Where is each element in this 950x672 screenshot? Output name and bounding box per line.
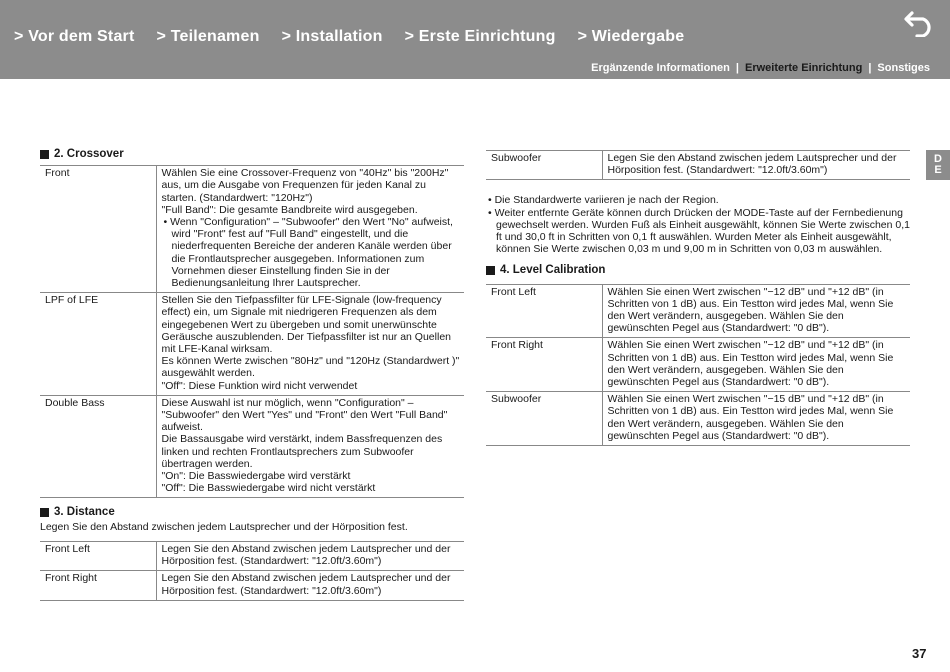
square-bullet-icon [40,150,49,159]
bullet-note: • Wenn "Configuration" – "Subwoofer" den Wert "No" aufweist, wird "Front" fest auf "Full Band" eingestellt, und die niederfrequenten Bereiche der anderen Kanäle werden über die Frontlautsprecher ausgegeben. Informationen zum Vornehmen dieser Einstellung finden Sie in der Bedienungsanleitung Ihrer Lautsprecher. [163,216,453,290]
row-value [156,395,464,498]
level-calibration-table [486,284,910,446]
square-bullet-icon [486,266,495,275]
back-arrow-icon[interactable] [903,9,937,37]
row-value: Legen Sie den Abstand zwischen jedem Lautsprecher und der Hörposition fest. (Standardwert: "12.0ft/3.60m") [161,572,451,597]
row-key: Front Right [40,571,156,600]
note-text: Weiter entfernte Geräte können durch Drücken der MODE-Taste auf der Fernbedienung gewechselt werden. Wurden Fuß als Einheit ausgewählt, können Sie Werte zwischen 0,1 ft und 30,0 ft in Schritten von 0,1 ft auswählen. Wurden Meter als Einheit ausgewählt, können Sie Werte zwischen 0,03 m und 9,00 m in Schritten von 0,03 m auswählen. [494,206,911,256]
row-value: Wählen Sie einen Wert zwischen "−15 dB" und "+12 dB" (in Schritten von 1 dB) aus. Ein Testton wird jedes Mal, wenn Sie den Wert verändern, ausgegeben. Wählen Sie den gewünschten Pegel aus (Standardwert: "0 dB"). [607,393,894,442]
subnav-separator: | [735,62,739,74]
subnav-separator: | [868,62,872,74]
crossover-title: 2. Crossover [54,148,124,160]
crossover-table [40,165,464,498]
distance-description: Legen Sie den Abstand zwischen jedem Lautsprecher und der Hörposition fest. [40,520,408,533]
sub-navigation [591,62,930,74]
square-bullet-icon [40,508,49,517]
table-row [40,541,464,570]
row-key: Front Left [40,541,156,570]
page-number: 37 [912,646,927,661]
text-line: "Off": Die Basswiedergabe wird nicht verstärkt [161,482,376,495]
note-text: Die Standardwerte variieren je nach der Region. [494,194,719,207]
level-calibration-heading [486,264,910,276]
text-line: Diese Auswahl ist nur möglich, wenn "Configuration" – "Subwoofer" den Wert "Yes" und "Front" den Wert "Full Band" aufweist. [161,396,448,434]
row-key: Front [40,166,156,293]
language-tab-line2: E [934,164,942,176]
distance-heading [40,506,464,518]
row-value: Legen Sie den Abstand zwischen jedem Lautsprecher und der Hörposition fest. (Standardwert: "12.0ft/3.60m") [607,152,897,177]
row-value: Wählen Sie einen Wert zwischen "−12 dB" und "+12 dB" (in Schritten von 1 dB) aus. Ein Testton wird jedes Mal, wenn Sie den Wert verändern, ausgegeben. Wählen Sie den gewünschten Pegel aus (Standardwert: "0 dB"). [607,339,894,389]
crossover-heading [40,148,464,160]
nav-wiedergabe[interactable]: > Wiedergabe [577,28,685,45]
table-row [40,293,464,396]
table-row [486,284,910,338]
nav-teilenamen[interactable]: > Teilenamen [156,28,260,45]
row-key: Subwoofer [486,392,602,446]
subnav-sonstiges[interactable]: Sonstiges [877,62,930,74]
row-key: Front Left [486,284,602,338]
table-row [40,395,464,498]
subnav-erweiterte-einrichtung[interactable]: Erweiterte Einrichtung [744,62,863,74]
text-line: "Full Band": Die gesamte Bandbreite wird ausgegeben. [161,203,418,216]
table-row [40,571,464,600]
row-key: LPF of LFE [40,293,156,396]
table-row [486,151,910,180]
row-value: Wählen Sie einen Wert zwischen "−12 dB" und "+12 dB" (in Schritten von 1 dB) aus. Ein Testton wird jedes Mal, wenn Sie den Wert verändern, ausgegeben. Wählen Sie den gewünschten Pegel aus (Standardwert: "0 dB"). [607,285,894,335]
distance-notes [486,194,910,255]
level-calibration-title: 4. Level Calibration [500,264,606,277]
row-key: Double Bass [40,395,156,498]
text-line: Wählen Sie eine Crossover-Frequenz von "40Hz" bis "200Hz" aus, um die Ausgabe von Frequenzen für jeden Kanal zu starten. (Standardwert: "120Hz") [161,167,449,204]
header-bar [0,0,950,79]
table-row [486,338,910,392]
note-item: • Weiter entfernte Geräte können durch Drücken der MODE-Taste auf der Fernbedienung gewechselt werden. Wurden Fuß als Einheit ausgewählt, können Sie Werte zwischen 0,1 ft und 30,0 ft in Schritten von 0,1 ft auswählen. Wurden Meter als Einheit ausgewählt, können Sie Werte zwischen 0,03 m und 9,00 m in Schritten von 0,03 m auswählen. [488,206,911,256]
table-row [40,166,464,293]
distance-table-right [486,150,910,180]
text-line: Es können Werte zwischen "80Hz" und "120Hz (Standardwert )" ausgewählt werden. [161,355,460,380]
text-line: Die Bassausgabe wird verstärkt, indem Bassfrequenzen des linken und rechten Frontlautsprechers zum Subwoofer übertragen werden. [161,433,443,470]
bullet-text: Wenn "Configuration" – "Subwoofer" den Wert "No" aufweist, wird "Front" fest auf "Full Band" eingestellt, und die niederfrequenten Bereiche der anderen Kanäle werden über die Frontlautsprecher ausgegeben. Informationen zum Vornehmen dieser Einstellung finden Sie in der Bedienungsanleitung Ihrer Lautsprecher. [170,216,453,290]
language-tab[interactable] [926,150,950,180]
right-column [486,150,910,446]
left-column [40,148,464,601]
row-value [156,293,464,396]
distance-title: 3. Distance [54,506,115,519]
row-value [156,166,464,293]
language-tab-line1: D [934,153,942,165]
text-line: Stellen Sie den Tiefpassfilter für LFE-Signale (low-frequency effect) ein, um Signale mit niedrigeren Frequenzen als dem eingegebenen Wert zu übergeben und somit unerwünschte Geräusche auszublenden. Der Tiefpassfilter ist nur an Quellen mit LFE-Kanal wirksam. [161,294,451,356]
nav-erste-einrichtung[interactable]: > Erste Einrichtung [404,28,556,45]
text-line: "On": Die Basswiedergabe wird verstärkt [161,470,351,483]
subnav-ergaenzende-informationen[interactable]: Ergänzende Informationen [591,62,730,74]
row-value: Legen Sie den Abstand zwischen jedem Lautsprecher und der Hörposition fest. (Standardwert: "12.0ft/3.60m") [161,542,451,568]
text-line: "Off": Diese Funktion wird nicht verwendet [161,379,358,392]
table-row [486,392,910,446]
nav-installation[interactable]: > Installation [281,28,383,45]
row-key: Front Right [486,338,602,392]
row-key: Subwoofer [486,151,602,180]
note-item: • Die Standardwerte variieren je nach der Region. [488,194,719,207]
distance-table-left [40,541,464,601]
nav-vor-dem-start[interactable]: > Vor dem Start [14,28,135,45]
top-navigation [14,28,706,46]
